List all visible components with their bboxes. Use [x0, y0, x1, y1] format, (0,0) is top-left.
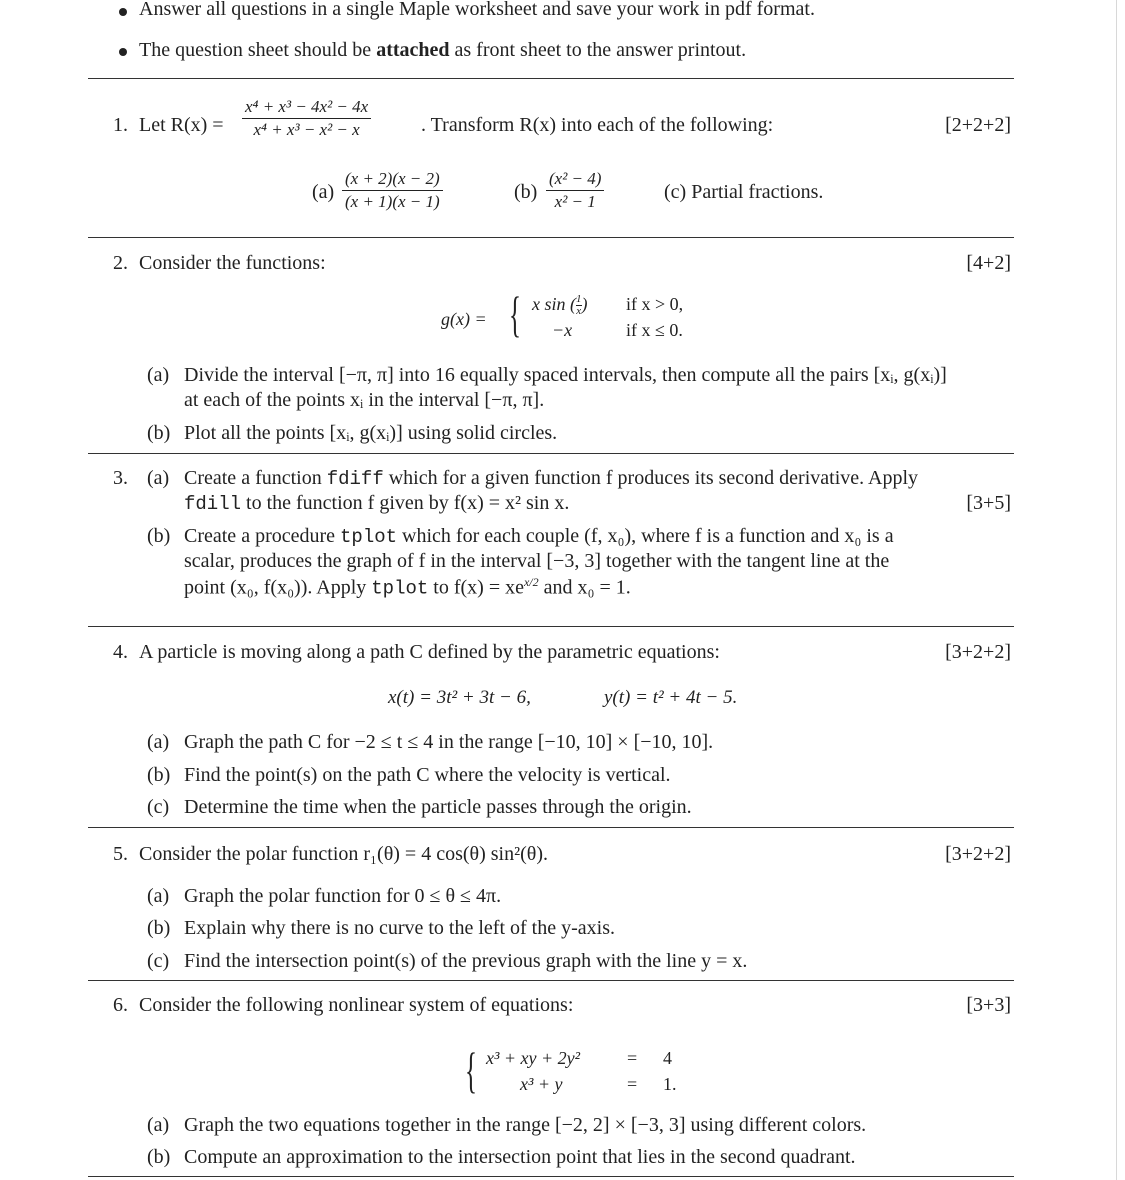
q1-b-label: (b) [514, 181, 538, 203]
q6-eq2-rhs: 1. [663, 1074, 677, 1094]
q4-b-text: Find the point(s) on the path C where the velocity is vertical. [184, 764, 671, 786]
bullet-icon [119, 48, 127, 56]
q2-case2-expr: −x [552, 320, 573, 340]
q5-a-text: Graph the polar function for 0 ≤ θ ≤ 4π. [184, 885, 502, 907]
q4-a-text: Graph the path C for −2 ≤ t ≤ 4 in the range [−10, 10] × [−10, 10]. [184, 731, 714, 753]
q2-g-lhs: g(x) = [441, 309, 487, 329]
q6-eq1-eq: = [627, 1048, 638, 1068]
q6-a-text: Graph the two equations together in the range [−2, 2] × [−3, 3] using different colors. [184, 1114, 867, 1136]
instruction-1: Answer all questions in a single Maple worksheet and save your work in pdf format. [139, 0, 815, 20]
q5-a-label: (a) [147, 885, 170, 907]
q3-a-l1-post: which for a given function f produces its second derivative. Apply [383, 467, 919, 489]
q6-marks: [3+3] [966, 994, 1011, 1016]
q4-lead: A particle is moving along a path C defined by the parametric equations: [139, 641, 720, 663]
q5-c-text: Find the intersection point(s) of the previous graph with the line y = x. [184, 950, 748, 972]
instruction-2-after: as front sheet to the answer printout. [449, 39, 747, 61]
q5-b-label: (b) [147, 917, 171, 939]
q1-tail: . Transform R(x) into each of the following: [421, 114, 774, 136]
q1-a-label: (a) [312, 181, 335, 203]
q3-b-code-tplot: tplot [340, 526, 398, 548]
q4-number: 4. [113, 641, 128, 663]
divider [88, 1176, 1014, 1177]
divider [88, 237, 1014, 238]
divider [88, 980, 1014, 981]
q2-number: 2. [113, 252, 128, 274]
q2-case1-text: x sin [532, 294, 566, 314]
q5-b-text: Explain why there is no curve to the left of the y-axis. [184, 917, 615, 939]
q6-eq2-lhs: x³ + y [520, 1074, 563, 1094]
q3-marks: [3+5] [966, 492, 1011, 514]
q1-a-den: (x + 1)(x − 1) [342, 190, 443, 213]
q3-a-code-fdill: fdill [184, 493, 242, 515]
q5-marks: [3+2+2] [945, 843, 1011, 865]
q1-number: 1. [113, 114, 128, 136]
q3-b-l1-post: which for each couple (f, x₀), where f is a function and x₀ is a [397, 525, 894, 547]
q6-number: 6. [113, 994, 128, 1016]
q6-eq2-eq: = [627, 1074, 638, 1094]
q1-b-fraction [546, 168, 604, 213]
divider [88, 626, 1014, 627]
q6-brace: { [465, 1042, 477, 1098]
q2-marks: [4+2] [966, 252, 1011, 274]
q4-c-text: Determine the time when the particle passes through the origin. [184, 796, 692, 818]
q2-b-text: Plot all the points [xᵢ, g(xᵢ)] using solid circles. [184, 422, 558, 444]
q6-a-label: (a) [147, 1114, 170, 1136]
q1-fraction [242, 96, 371, 141]
q3-b-l1-pre: Create a procedure [184, 525, 341, 547]
q4-a-label: (a) [147, 731, 170, 753]
divider [88, 827, 1014, 828]
q1-c-text: (c) Partial fractions. [664, 181, 824, 203]
q2-b-label: (b) [147, 422, 171, 444]
q6-lead: Consider the following nonlinear system of equations: [139, 994, 574, 1016]
q5-number: 5. [113, 843, 128, 865]
q3-a-l2-post: to the function f given by f(x) = x² sin x. [241, 492, 570, 514]
q3-b-l3-sup: x/2 [523, 575, 539, 589]
q3-a-l1-pre: Create a function [184, 467, 327, 489]
q4-marks: [3+2+2] [945, 641, 1011, 663]
q6-b-label: (b) [147, 1146, 171, 1168]
q2-a-line2: at each of the points xᵢ in the interval [−π, π]. [184, 389, 545, 411]
q1-lead: Let R(x) = [139, 114, 224, 136]
q1-marks: [2+2+2] [945, 114, 1011, 136]
q2-a-line1: Divide the interval [−π, π] into 16 equally spaced intervals, then compute all the pairs [xᵢ, g(xᵢ)] [184, 364, 947, 386]
q6-eq1-rhs: 4 [663, 1048, 672, 1068]
q1-b-num: (x² − 4) [549, 169, 602, 188]
q3-b-l3-end: and x₀ = 1. [538, 576, 631, 599]
instruction-2-before: The question sheet should be [139, 39, 377, 61]
q1-a-num: (x + 2)(x − 2) [345, 169, 440, 188]
q6-b-text: Compute an approximation to the intersection point that lies in the second quadrant. [184, 1146, 856, 1168]
q2-case1-expr: x sin ( $\frac{1}{x}$ ) [532, 293, 588, 318]
q5-lead: Consider the polar function r₁(θ) = 4 cos(θ) sin²(θ). [139, 843, 549, 865]
q2-a-label: (a) [147, 364, 170, 386]
q2-case1-frac-den: x [576, 305, 582, 318]
instruction-2-bold: attached [376, 39, 450, 61]
divider [88, 453, 1014, 454]
q3-a-label: (a) [147, 467, 170, 489]
q6-eq1-lhs: x³ + xy + 2y² [486, 1048, 581, 1068]
q5-c-label: (c) [147, 950, 170, 972]
divider [88, 78, 1014, 79]
instruction-2 [139, 39, 746, 62]
q3-b-l3-pre: point (x₀, f(x₀)). Apply [184, 576, 372, 599]
q3-b-code-tplot-2: tplot [371, 577, 429, 600]
q1-b-den: x² − 1 [546, 190, 604, 213]
q3-b-line2: scalar, produces the graph of f in the interval [−3, 3] together with the tangent line at the [184, 550, 890, 572]
q2-lead: Consider the functions: [139, 252, 326, 274]
q4-eq-y: y(t) = t² + 4t − 5. [604, 687, 738, 708]
bullet-icon [119, 8, 127, 16]
q1-frac-den: x⁴ + x³ − x² − x [242, 118, 371, 141]
q2-case1-cond: if x > 0, [626, 294, 684, 314]
q3-a-code-fdiff: fdiff [326, 468, 384, 490]
q3-a-line2 [184, 492, 569, 515]
q1-frac-num: x⁴ + x³ − 4x² − 4x [245, 97, 369, 116]
q4-b-label: (b) [147, 764, 171, 786]
q4-eq-x: x(t) = 3t² + 3t − 6, [388, 687, 531, 708]
q2-brace: { [509, 286, 521, 342]
q3-b-line3 [184, 575, 631, 600]
q4-c-label: (c) [147, 796, 170, 818]
q3-b-line1 [184, 525, 894, 548]
q2-case1-frac-num: 1 [576, 293, 582, 306]
q1-a-fraction [342, 168, 443, 213]
q3-b-l3-post: to f(x) = xe [428, 576, 524, 599]
q3-b-label: (b) [147, 525, 171, 547]
q2-case2-cond: if x ≤ 0. [626, 320, 683, 340]
q3-number: 3. [113, 467, 128, 489]
q3-a-line1 [184, 467, 918, 490]
